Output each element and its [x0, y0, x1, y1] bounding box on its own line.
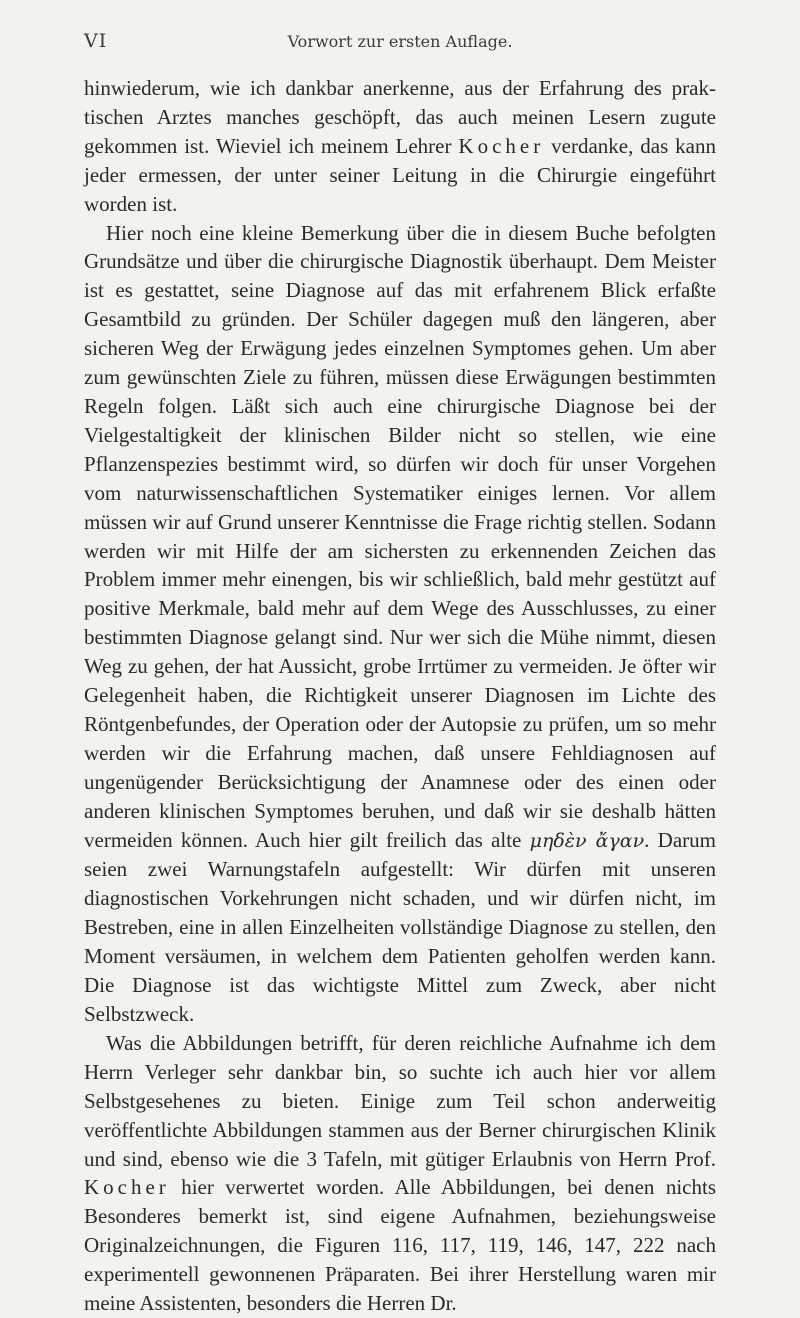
paragraph-1	[84, 74, 716, 219]
paragraph-2	[84, 219, 716, 1029]
paragraph-1-text-b: verdanke, das kann jeder ermessen, der unter seiner Leitung in die Chirurgie eingeführt worden ist.	[84, 133, 716, 216]
body-text	[84, 74, 716, 1318]
paragraph-2-text-b: . Darum seien zwei Warnungstafeln aufgestellt: Wir dürfen mit unseren diagnostischen Vorkehrungen nicht schaden, und wir dürfen nicht, im Bestreben, eine in allen Einzelheiten vollständige Diagnose zu stellen, den Moment versäumen, in welchem dem Patienten geholfen werden kann. Die Diagnose ist das wichtigste Mittel zum Zweck, aber nicht Selbstzweck.	[84, 827, 716, 1026]
page-header	[84, 30, 716, 56]
running-title: Vorwort zur ersten Auflage.	[287, 32, 513, 51]
paragraph-3	[84, 1029, 716, 1318]
page-number: VI	[84, 30, 108, 52]
greek-phrase: μηδὲν ἄγαν	[529, 829, 645, 852]
author-name-kocher: Kocher	[84, 1175, 170, 1200]
paragraph-1-text-a: hinwiederum, wie ich dankbar anerkenne, aus der Erfahrung des praktischen Arztes manches geschöpft, das auch meinen Lesern zugute gekommen ist. Wieviel ich meinem Lehrer	[84, 76, 716, 158]
paragraph-3-text-b: hier verwertet worden. Alle Abbildungen, bei denen nichts Besonderes bemerkt ist, sind eigene Aufnahmen, beziehungsweise Originalzeichnungen, die Figuren 116, 117, 119, 146, 147, 222 nach experimentell gewonnenen Präparaten. Bei ihrer Herstellung waren mir meine Assistenten, besonders die Herren Dr.	[84, 1175, 716, 1316]
paragraph-3-text-a: Was die Abbildungen betrifft, für deren reichliche Aufnahme ich dem Herrn Verleger sehr dankbar bin, so suchte ich auch hier vor allem Selbstgesehenes zu bieten. Einige zum Teil schon anderweitig veröffentlichte Abbildungen stammen aus der Berner chirurgischen Klinik und sind, ebenso wie die 3 Tafeln, mit gütiger Erlaubnis von Herrn Prof.	[84, 1030, 716, 1171]
author-name-kocher: Kocher	[458, 133, 545, 158]
paragraph-2-text-a: Hier noch eine kleine Bemerkung über die in diesem Buche befolgten Grundsätze und über die chirurgische Diagnostik überhaupt. Dem Meister ist es gestattet, seine Diagnose auf das mit erfahrenem Blick erfaßte Gesamtbild zu gründen. Der Schüler dagegen muß den längeren, aber sicheren Weg der Erwägung jedes einzelnen Symptomes gehen. Um aber zum gewünschten Ziele zu führen, müssen diese Erwägungen bestimmten Regeln folgen. Läßt sich auch eine chirurgische Diagnose bei der Vielgestaltigkeit der klinischen Bilder nicht so stellen, wie eine Pflanzenspezies bestimmt wird, so dürfen wir doch für unser Vorgehen vom naturwissenschaftlichen Systematiker einiges lernen. Vor allem müssen wir auf Grund unserer Kenntnisse die Frage richtig stellen. Sodann werden wir mit Hilfe der am sichersten zu erkennenden Zeichen das Problem immer mehr einengen, bis wir schließlich, bald mehr gestützt auf positive Merkmale, bald mehr auf dem Wege des Ausschlusses, zu einer bestimmten Diagnose gelangt sind. Nur wer sich die Mühe nimmt, diesen Weg zu gehen, der hat Aussicht, grobe Irrtümer zu vermeiden. Je öfter wir Gelegenheit haben, die Richtigkeit unserer Diagnosen im Lichte des Röntgenbefundes, der Operation oder der Autopsie zu prüfen, um so mehr werden wir die Erfahrung machen, daß unsere Fehldiagnosen auf ungenügender Berücksichtigung der Anamnese oder des einen oder anderen klinischen Symptomes beruhen, und daß wir sie deshalb hätten vermeiden können. Auch hier gilt freilich das alte	[84, 220, 716, 852]
